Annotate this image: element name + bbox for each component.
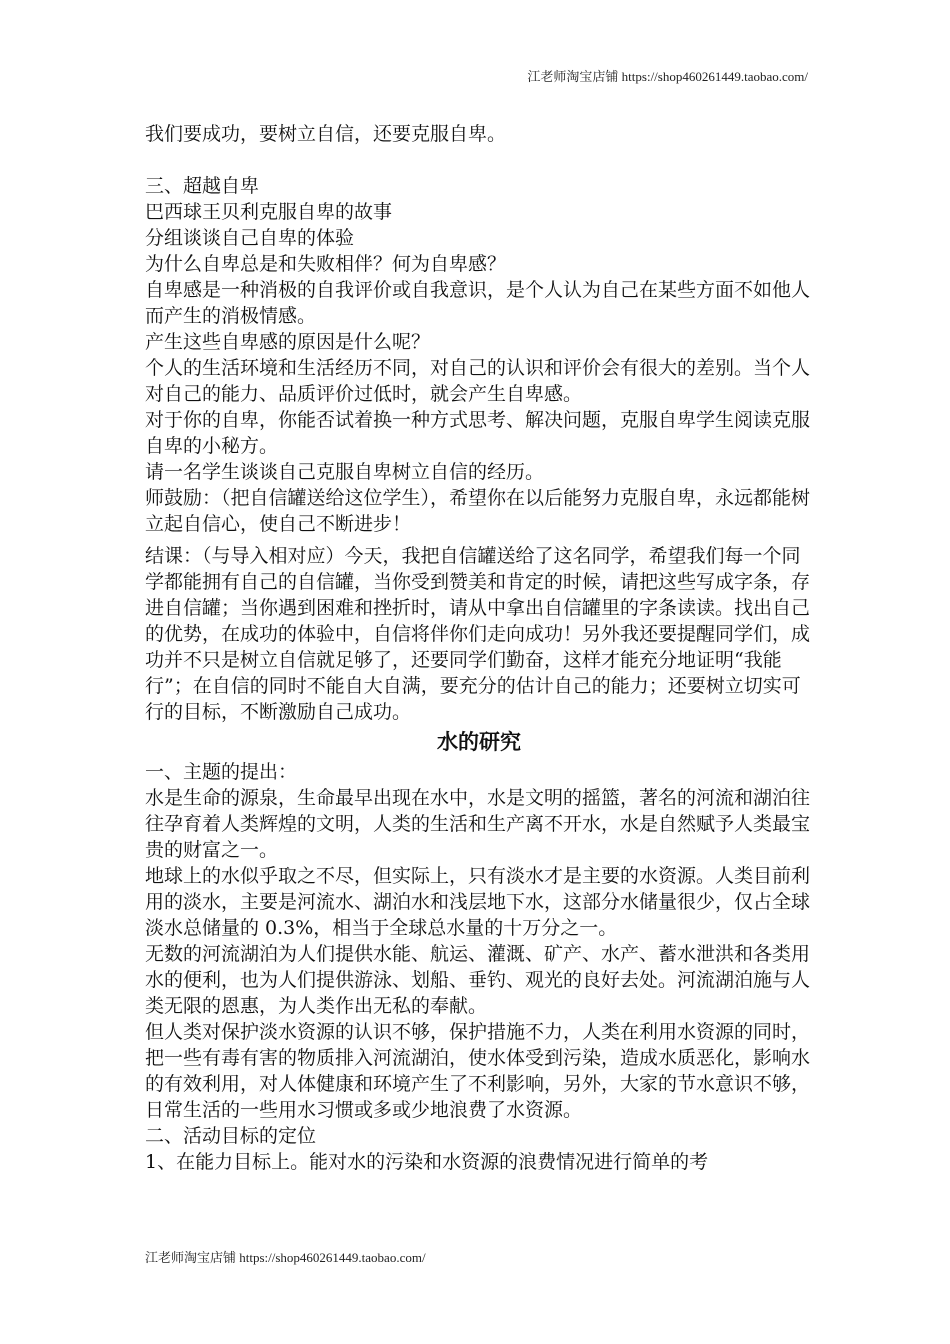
paragraph: 请一名学生谈谈自己克服自卑树立自信的经历。 (145, 461, 545, 483)
paragraph: 巴西球王贝利克服自卑的故事 (145, 201, 393, 223)
paragraph: 水是生命的源泉，生命最早出现在水中，水是文明的摇篮，著名的河流和湖泊往往孕育着人类辉煌的文明，人类的生活和生产离不开水，水是自然赋予人类最宝贵的财富之一。 (145, 787, 811, 861)
paragraph: 师鼓励：（把自信罐送给这位学生），希望你在以后能努力克服自卑，永远都能树立起自信心，使自己不断进步！ (145, 487, 811, 535)
section-heading: 二、活动目标的定位 (145, 1125, 317, 1147)
document-body (145, 121, 813, 1175)
paragraph: 对于你的自卑，你能否试着换一种方式思考、解决问题，克服自卑学生阅读克服自卑的小秘方。 (145, 409, 811, 457)
list-item: 1、在能力目标上。能对水的污染和水资源的浪费情况进行简单的考 (145, 1151, 709, 1173)
paragraph: 无数的河流湖泊为人们提供水能、航运、灌溉、矿产、水产、蓄水泄洪和各类用水的便利，也为人们提供游泳、划船、垂钓、观光的良好去处。河流湖泊施与人类无限的恩惠，为人类作出无私的奉献。 (145, 943, 811, 1017)
intro-sentence: 我们要成功，要树立自信，还要克服自卑。 (145, 123, 507, 145)
section-heading: 三、超越自卑 (145, 175, 260, 197)
document-title: 水的研究 (437, 729, 521, 754)
paragraph: 分组谈谈自己自卑的体验 (145, 227, 355, 249)
section-heading: 一、主题的提出： (145, 761, 298, 783)
page-footer: 江老师淘宝店铺 https://shop460261449.taobao.com/ (145, 1250, 426, 1265)
spacer (145, 147, 813, 173)
paragraph: 自卑感是一种消极的自我评价或自我意识，是个人认为自己在某些方面不如他人而产生的消极情感。 (145, 279, 811, 327)
paragraph: 为什么自卑总是和失败相伴？何为自卑感？ (145, 253, 507, 275)
page-header: 江老师淘宝店铺 https://shop460261449.taobao.com/ (527, 69, 808, 84)
conclusion-paragraph: 结课：（与导入相对应）今天，我把自信罐送给了这名同学，希望我们每一个同学都能拥有自己的自信罐，当你受到赞美和肯定的时候，请把这些写成字条，存进自信罐；当你遇到困难和挫折时，请从中拿出自信罐里的字条读读。找出自己的优势，在成功的体验中，自信将伴你们走向成功！另外我还要提醒同学们，成功并不只是树立自信就足够了，还要同学们勤奋，这样才能充分地证明“我能行”；在自信的同时不能自大自满，要充分的估计自己的能力；还要树立切实可行的目标，不断激励自己成功。 (145, 545, 811, 723)
paragraph: 但人类对保护淡水资源的认识不够，保护措施不力，人类在利用水资源的同时，把一些有毒有害的物质排入河流湖泊，使水体受到污染，造成水质恶化，影响水的有效利用，对人体健康和环境产生了不利影响，另外，大家的节水意识不够，日常生活的一些用水习惯或多或少地浪费了水资源。 (145, 1021, 811, 1121)
paragraph: 产生这些自卑感的原因是什么呢？ (145, 331, 431, 353)
paragraph: 个人的生活环境和生活经历不同，对自己的认识和评价会有很大的差别。当个人对自己的能力、品质评价过低时，就会产生自卑感。 (145, 357, 811, 405)
paragraph: 地球上的水似乎取之不尽，但实际上，只有淡水才是主要的水资源。人类目前利用的淡水，主要是河流水、湖泊水和浅层地下水，这部分水储量很少，仅占全球淡水总储量的 0.3%，相当于全球总水量的十万分之一。 (145, 865, 811, 939)
